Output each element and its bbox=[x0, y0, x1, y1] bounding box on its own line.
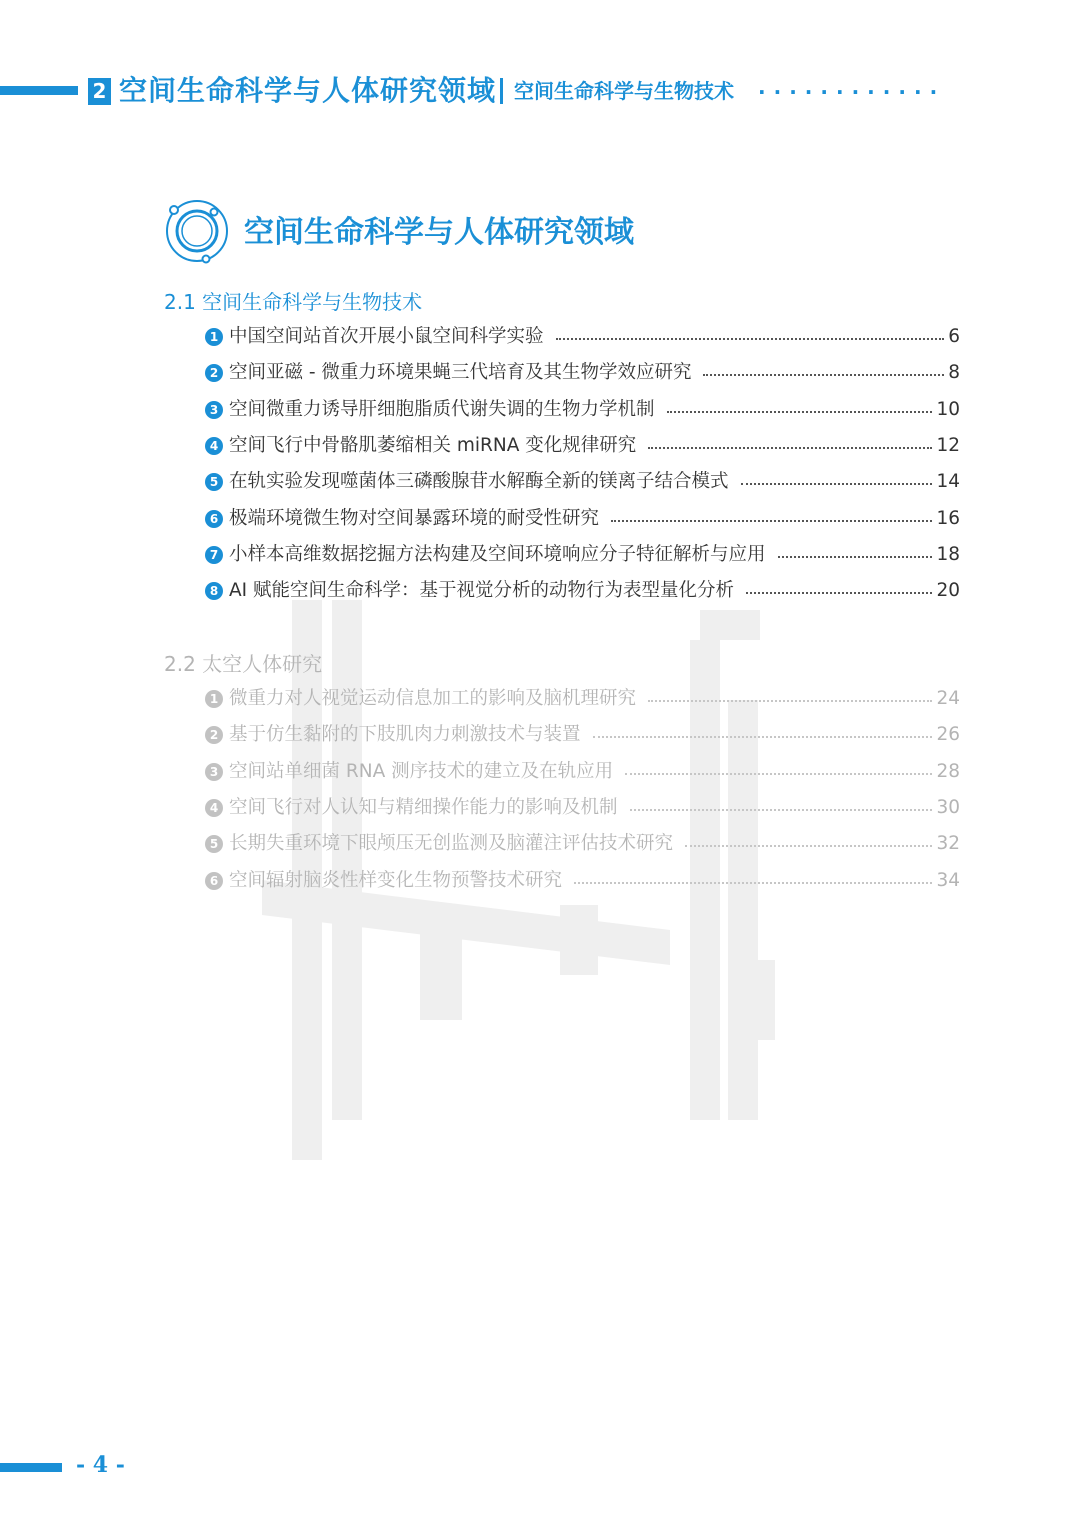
toc-dot-leader bbox=[556, 338, 945, 340]
toc-dot-leader bbox=[648, 700, 932, 702]
toc-entry-number: 5 bbox=[205, 835, 223, 853]
toc-entry[interactable] bbox=[205, 684, 960, 714]
toc-entry-number: 4 bbox=[205, 437, 223, 455]
toc-entry[interactable] bbox=[205, 395, 960, 425]
header-section-title: 空间生命科学与生物技术 bbox=[514, 79, 734, 103]
toc-entry-number: 3 bbox=[205, 401, 223, 419]
footer-accent-bar bbox=[0, 1463, 62, 1472]
toc-dot-leader bbox=[630, 809, 933, 811]
toc-entry-number: 1 bbox=[205, 328, 223, 346]
toc-entry-page: 28 bbox=[936, 760, 960, 782]
toc-entry[interactable] bbox=[205, 829, 960, 859]
toc-dot-leader bbox=[625, 773, 932, 775]
page-number: - 4 - bbox=[76, 1452, 125, 1478]
toc-entry-page: 30 bbox=[936, 796, 960, 818]
toc-entry[interactable] bbox=[205, 431, 960, 461]
toc-entry[interactable] bbox=[205, 720, 960, 750]
toc-entry-title: 空间飞行中骨骼肌萎缩相关 miRNA 变化规律研究 bbox=[229, 434, 637, 456]
chapter-number-badge: 2 bbox=[88, 78, 111, 105]
toc-entry-title: 空间飞行对人认知与精细操作能力的影响及机制 bbox=[229, 796, 618, 818]
toc-entry-page: 10 bbox=[936, 398, 960, 420]
toc-entry[interactable] bbox=[205, 576, 960, 606]
header-dotted-line: ············ bbox=[758, 80, 946, 104]
toc-dot-leader bbox=[703, 374, 944, 376]
toc-dot-leader bbox=[746, 592, 932, 594]
toc-entry-number: 6 bbox=[205, 872, 223, 890]
toc-dot-leader bbox=[574, 882, 932, 884]
orbit-rings-icon bbox=[162, 196, 232, 266]
toc-entry-number: 8 bbox=[205, 582, 223, 600]
toc-dot-leader bbox=[778, 556, 933, 558]
toc-entry-page: 16 bbox=[936, 507, 960, 529]
toc-entry-number: 4 bbox=[205, 799, 223, 817]
toc-entry[interactable] bbox=[205, 504, 960, 534]
toc-entry-page: 24 bbox=[936, 688, 960, 709]
toc-entry-number: 7 bbox=[205, 546, 223, 564]
subsection-heading-2-2: 2.2 太空人体研究 bbox=[164, 652, 323, 676]
toc-entry[interactable] bbox=[205, 322, 960, 352]
toc-entry-title: 微重力对人视觉运动信息加工的影响及脑机理研究 bbox=[229, 688, 637, 709]
toc-entry-page: 18 bbox=[936, 543, 960, 565]
toc-entry-title: 长期失重环境下眼颅压无创监测及脑灌注评估技术研究 bbox=[229, 833, 674, 855]
toc-entry-number: 1 bbox=[205, 690, 223, 708]
toc-entry[interactable] bbox=[205, 757, 960, 787]
section-title: 空间生命科学与人体研究领域 bbox=[244, 215, 634, 250]
toc-entry-title: 中国空间站首次开展小鼠空间科学实验 bbox=[229, 326, 544, 347]
toc-entry-title: 基于仿生黏附的下肢肌肉力刺激技术与装置 bbox=[229, 724, 581, 746]
toc-entry-page: 26 bbox=[936, 724, 960, 746]
toc-entry-page: 20 bbox=[936, 580, 960, 602]
toc-dot-leader bbox=[648, 447, 932, 449]
toc-entry[interactable] bbox=[205, 540, 960, 570]
toc-entry-title: 极端环境微生物对空间暴露环境的耐受性研究 bbox=[229, 507, 600, 529]
toc-entry-page: 6 bbox=[948, 326, 960, 347]
toc-entry-page: 34 bbox=[936, 869, 960, 891]
toc-entry[interactable] bbox=[205, 467, 960, 497]
toc-entry[interactable] bbox=[205, 793, 960, 823]
chapter-title: 空间生命科学与人体研究领域 bbox=[119, 74, 497, 107]
toc-entry-page: 12 bbox=[936, 434, 960, 456]
toc-entry-number: 5 bbox=[205, 473, 223, 491]
toc-dot-leader bbox=[593, 736, 933, 738]
toc-entry-title: 空间微重力诱导肝细胞脂质代谢失调的生物力学机制 bbox=[229, 398, 655, 420]
toc-entry-page: 14 bbox=[936, 471, 960, 493]
toc-dot-leader bbox=[611, 520, 932, 522]
toc-entry-title: 小样本高维数据挖掘方法构建及空间环境响应分子特征解析与应用 bbox=[229, 543, 766, 565]
toc-entry-title: 在轨实验发现噬菌体三磷酸腺苷水解酶全新的镁离子结合模式 bbox=[229, 471, 729, 493]
toc-entry[interactable] bbox=[205, 866, 960, 896]
toc-dot-leader bbox=[667, 411, 933, 413]
toc-entry-number: 2 bbox=[205, 726, 223, 744]
toc-entry-number: 6 bbox=[205, 510, 223, 528]
toc-dot-leader bbox=[741, 483, 933, 485]
subsection-heading-2-1: 2.1 空间生命科学与生物技术 bbox=[164, 290, 423, 314]
toc-entry-number: 2 bbox=[205, 364, 223, 382]
toc-entry-title: 空间站单细菌 RNA 测序技术的建立及在轨应用 bbox=[229, 760, 614, 782]
toc-dot-leader bbox=[685, 845, 932, 847]
toc-entry-page: 8 bbox=[948, 362, 960, 384]
toc-entry-title: 空间亚磁 - 微重力环境果蝇三代培育及其生物学效应研究 bbox=[229, 362, 692, 384]
toc-entry-number: 3 bbox=[205, 763, 223, 781]
toc-entry-page: 32 bbox=[936, 833, 960, 855]
toc-entry-title: 空间辐射脑炎性样变化生物预警技术研究 bbox=[229, 869, 563, 891]
toc-entry[interactable] bbox=[205, 358, 960, 388]
toc-entry-title: AI 赋能空间生命科学：基于视觉分析的动物行为表型量化分析 bbox=[229, 580, 734, 602]
